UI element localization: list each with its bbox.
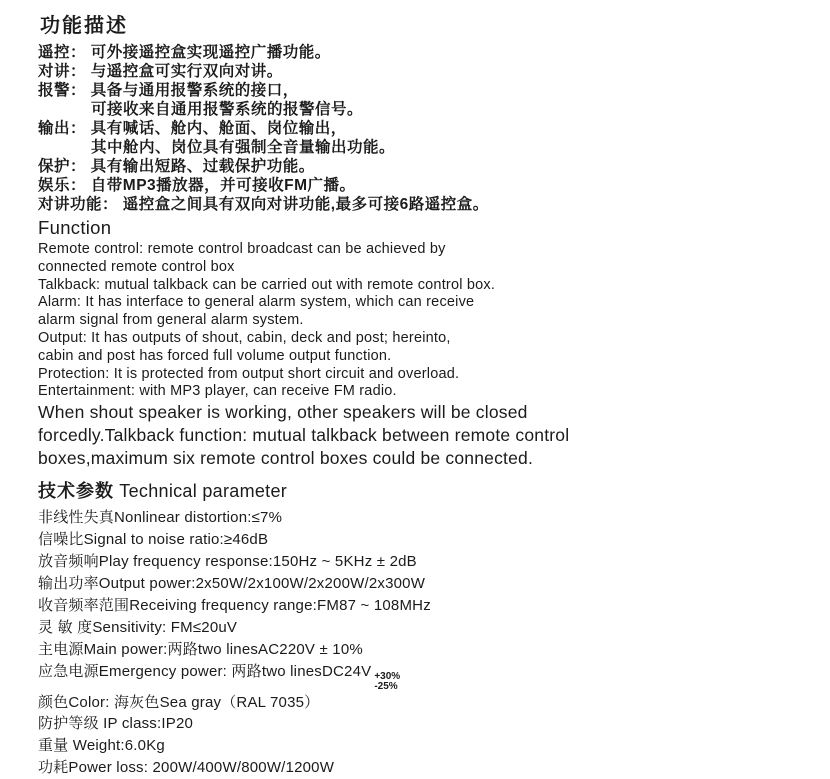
spec-receiving-frequency-range: 收音频率范围Receiving frequency range:FM87 ~ 108MHz [38, 596, 431, 614]
feature-line-alarm: 报警： 具备与通用报警系统的接口， [38, 82, 299, 99]
spec-emergency-power [38, 661, 810, 692]
spec-nonlinear-distortion: 非线性失真Nonlinear distortion:≤7% [38, 509, 283, 527]
tolerance-minus: -25% [374, 680, 398, 692]
spec-power-loss: 功耗Power loss: 200W/400W/800W/1200W [38, 759, 335, 777]
spec-color: 颜色Color: 海灰色Sea gray（RAL 7035） [38, 693, 320, 711]
feature-line-alarm-cont: 可接收来自通用报警系统的报警信号。 [91, 101, 364, 118]
spec-main-power: 主电源Main power:两路two linesAC220V ± 10% [38, 640, 363, 658]
tech-section-heading [38, 477, 810, 503]
feature-line-talkback-function: 对讲功能： 遥控盒之间具有双向对讲功能,最多可接6路遥控盒。 [38, 196, 489, 213]
feature-line-remote: 遥控： 可外接遥控盒实现遥控广播功能。 [38, 44, 331, 61]
feature-line-talkback: 对讲： 与遥控盒可实行双向对讲。 [38, 63, 283, 80]
spec-emergency-power-text: 应急电源Emergency power: 两路two linesDC24V [38, 662, 372, 680]
spec-ip-class: 防护等级 IP class:IP20 [38, 715, 194, 733]
spec-weight: 重量 Weight:6.0Kg [38, 737, 165, 755]
function-line-remote-1: Remote control: remote control broadcast can be achieved by [38, 241, 446, 257]
spec-output-power: 输出功率Output power:2x50W/2x100W/2x200W/2x300W [38, 574, 426, 592]
function-line-alarm-2: alarm signal from general alarm system. [38, 312, 304, 329]
tolerance-stack [374, 672, 400, 692]
function-line-talkback: Talkback: mutual talkback can be carried out with remote control box. [38, 276, 496, 293]
tech-heading-cn: 技术参数 [38, 481, 114, 502]
function-emphasis-line-2: forcedly.Talkback function: mutual talkback between remote control [38, 425, 570, 446]
tech-heading-en: Technical parameter [114, 481, 288, 502]
function-line-entertainment: Entertainment: with MP3 player, can receive FM radio. [38, 383, 397, 400]
tolerance-plus: +30% [374, 670, 401, 682]
feature-line-protection: 保护： 具有输出短路、过载保护功能。 [38, 158, 315, 175]
function-line-remote-2: connected remote control box [38, 258, 235, 275]
function-line-protection: Protection: It is protected from output short circuit and overload. [38, 365, 460, 382]
function-line-output-2: cabin and post has forced full volume output function. [38, 347, 392, 364]
function-section-heading: Function [38, 217, 112, 238]
function-emphasis-line-3: boxes,maximum six remote control boxes could be connected. [38, 448, 534, 469]
feature-line-entertainment: 娱乐： 自带MP3播放器，并可接收FM广播。 [38, 177, 356, 194]
spec-signal-noise-ratio: 信噪比Signal to noise ratio:≥46dB [38, 531, 269, 549]
feature-line-output-cont: 其中舱内、岗位具有强制全音量输出功能。 [91, 139, 396, 156]
feature-line-output: 输出： 具有喊话、舱内、舱面、岗位输出， [38, 120, 347, 137]
function-line-alarm-1: Alarm: It has interface to general alarm system, which can receive [38, 294, 475, 311]
function-line-output-1: Output: It has outputs of shout, cabin, deck and post; hereinto, [38, 329, 451, 346]
spec-sensitivity: 灵 敏 度Sensitivity: FM≤20uV [38, 618, 238, 636]
spec-play-frequency-response: 放音频响Play frequency response:150Hz ~ 5KHz ± 2dB [38, 552, 417, 570]
function-emphasis-line-1: When shout speaker is working, other speakers will be closed [38, 402, 528, 423]
feature-section-heading: 功能描述 [40, 15, 128, 37]
